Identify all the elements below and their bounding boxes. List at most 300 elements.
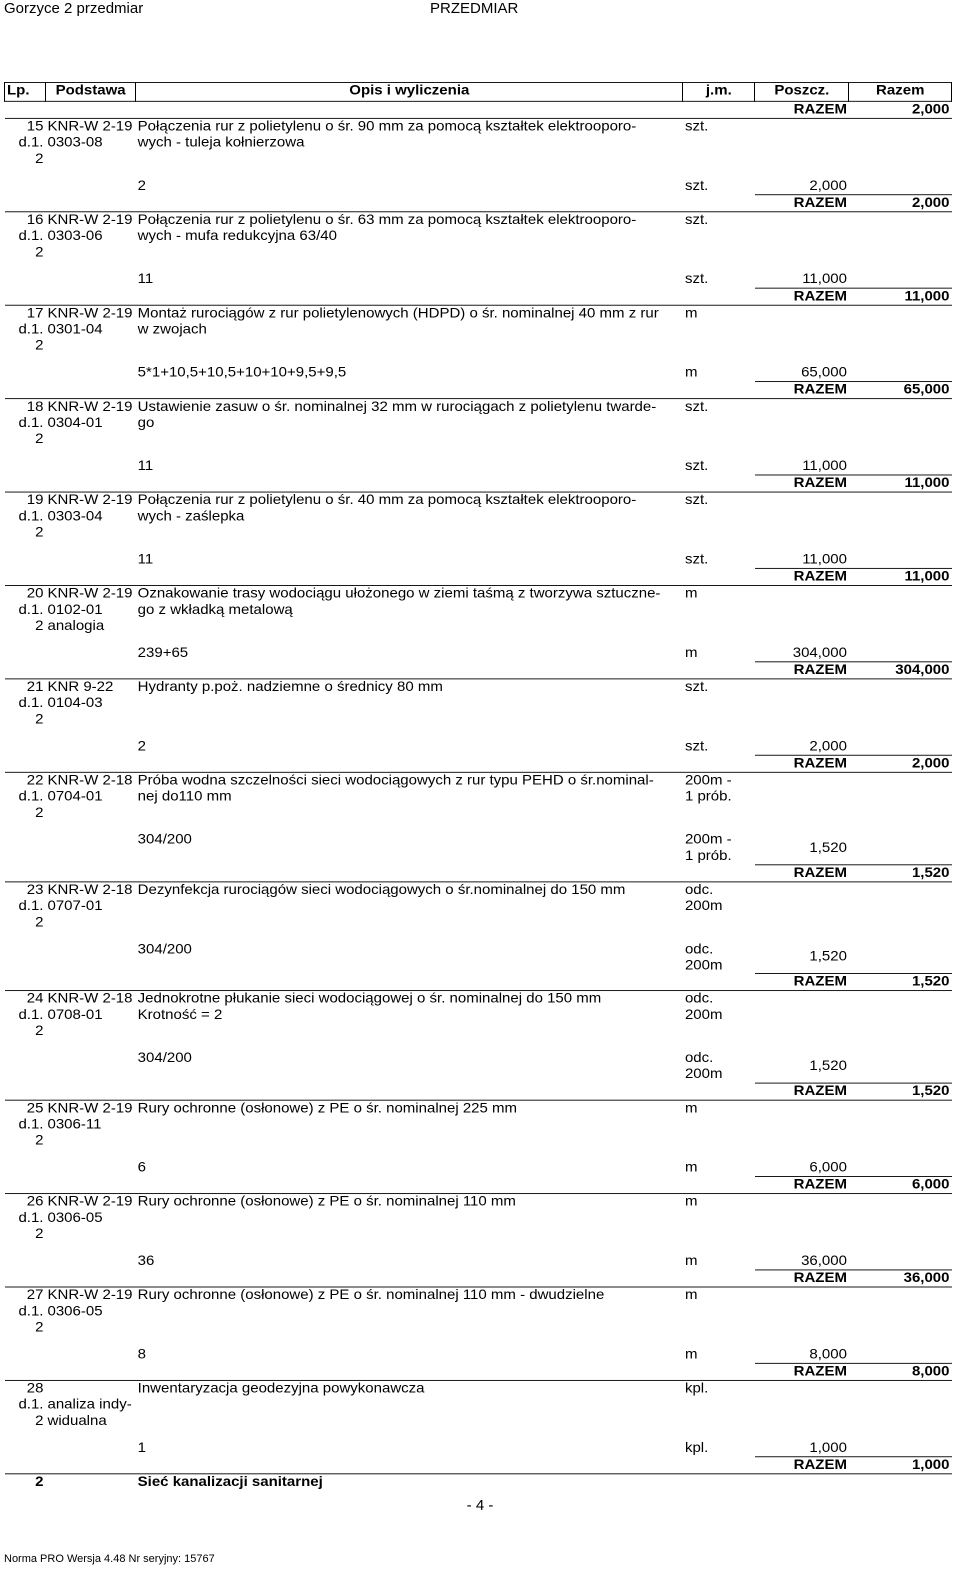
spacer-cell [755, 1429, 849, 1440]
item-lp-line: d.1. [18, 695, 44, 711]
spacer-cell [136, 167, 683, 178]
calc-poszcz: 1,520 [809, 839, 847, 856]
item-opis-line: Próba wodna szczelności sieci wodociągowych z rur typu PEHD o śr.nominal- [137, 772, 654, 789]
calc-expression: 2 [137, 738, 147, 754]
section-number: 2 [5, 1473, 46, 1490]
razem-empty [136, 864, 683, 881]
spacer-cell [849, 1149, 952, 1160]
razem-row [5, 1363, 952, 1380]
calc-row [5, 1050, 952, 1082]
calc-razem-empty [849, 1159, 952, 1176]
calc-podstawa-empty [45, 1253, 135, 1270]
spacer-cell [45, 821, 135, 832]
spacer-row [5, 1242, 952, 1253]
razem-empty [136, 1176, 683, 1193]
item-lp-line: d.1. [18, 508, 44, 524]
item-jm-line: szt. [684, 399, 709, 415]
item-jm-line: szt. [684, 492, 709, 508]
item-lp [5, 1287, 46, 1336]
calc-row [5, 832, 952, 864]
table-row [5, 399, 952, 448]
razem-empty [5, 1363, 46, 1380]
item-opis-line: Oznakowanie trasy wodociągu ułożonego w ziemi taśmą z tworzywa sztuczne- [137, 585, 661, 602]
spacer-row [5, 1429, 952, 1440]
calc-row [5, 272, 952, 289]
item-lp-line: 2 [35, 244, 44, 260]
table-row [5, 118, 952, 167]
item-opis-line: Rury ochronne (osłonowe) z PE o śr. nominalnej 110 mm - dwudzielne [137, 1286, 605, 1303]
table-row [5, 585, 952, 634]
item-podstawa-line: 0303-04 [47, 508, 103, 524]
item-opis-line: Połączenia rur z polietylenu o śr. 63 mm za pomocą kształtek elektrooporo- [137, 212, 637, 228]
item-podstawa [45, 1100, 135, 1149]
item-lp-line: d.1. [18, 602, 44, 618]
item-razem-empty [849, 1287, 952, 1336]
razem-empty [5, 755, 46, 772]
calc-podstawa-empty [45, 941, 135, 973]
item-lp-line: 2 [35, 151, 44, 167]
item-lp-line: 24 [26, 991, 44, 1007]
spacer-cell [755, 1149, 849, 1160]
razem-empty [683, 288, 755, 305]
page-header [0, 0, 960, 20]
calc-razem-empty [849, 739, 952, 756]
item-opis [136, 991, 683, 1040]
razem-empty [136, 382, 683, 399]
item-opis-line: Montaż rurociągów z rur polietylenowych (HDPD) o śr. nominalnej 40 mm z rur [137, 305, 659, 321]
item-lp-line: 2 [35, 1225, 44, 1242]
spacer-cell [683, 821, 755, 832]
item-podstawa-line: 0303-06 [47, 228, 103, 244]
item-poszcz-empty [755, 1193, 849, 1242]
calc-lp-empty [5, 1346, 46, 1363]
razem-row [5, 1456, 952, 1473]
razem-row [5, 662, 952, 679]
item-poszcz-empty [755, 1100, 849, 1149]
spacer-cell [849, 728, 952, 739]
spacer-row [5, 728, 952, 739]
razem-empty [5, 568, 46, 585]
calc-razem-empty [849, 458, 952, 475]
razem-empty [45, 382, 135, 399]
spacer-cell [683, 1336, 755, 1347]
calc-razem-empty [849, 832, 952, 864]
item-razem-empty [849, 881, 952, 930]
razem-empty [683, 568, 755, 585]
table-row [5, 1193, 952, 1242]
calc-lp-empty [5, 832, 46, 864]
razem-empty [5, 1176, 46, 1193]
item-lp-line: 26 [26, 1193, 44, 1209]
item-jm [683, 991, 755, 1040]
razem-empty [45, 288, 135, 305]
spacer-cell [683, 634, 755, 645]
calc-poszcz: 1,000 [809, 1439, 847, 1455]
item-opis-line: go [137, 415, 155, 431]
calc-expression: 11 [137, 271, 154, 287]
calc-jm-line: szt. [684, 271, 709, 287]
calc-expression: 11 [137, 458, 154, 474]
calc-expression: 304/200 [137, 1050, 192, 1066]
item-opis [136, 881, 683, 930]
calc-row [5, 178, 952, 195]
item-podstawa-line: 0104-03 [47, 695, 103, 711]
item-lp-line: 2 [35, 1132, 44, 1148]
razem-empty [45, 1456, 135, 1473]
spacer-cell [136, 354, 683, 365]
item-jm [683, 772, 755, 821]
calc-lp-empty [5, 1159, 46, 1176]
item-poszcz-empty [755, 305, 849, 354]
spacer-cell [683, 541, 755, 552]
calc-jm [683, 739, 755, 756]
calc-jm-line: 1 prób. [684, 848, 732, 864]
razem-empty [45, 1083, 135, 1100]
item-lp [5, 1380, 46, 1429]
item-lp-line: 2 [35, 524, 44, 541]
item-razem-empty [849, 399, 952, 448]
item-lp-line: 23 [26, 881, 44, 898]
item-razem-empty [849, 1100, 952, 1149]
razem-empty [5, 974, 46, 991]
spacer-cell [849, 448, 952, 459]
item-lp-line: d.1. [18, 321, 44, 338]
item-podstawa-line: 0707-01 [47, 898, 103, 914]
table-body [5, 101, 952, 1490]
razem-row [5, 288, 952, 305]
table-row [5, 1100, 952, 1149]
item-lp [5, 212, 46, 261]
spacer-row [5, 634, 952, 645]
spacer-cell [849, 634, 952, 645]
calc-expression: 1 [137, 1439, 147, 1455]
razem-empty [683, 1456, 755, 1473]
calc-jm-line: m [684, 1346, 698, 1362]
spacer-cell [136, 1242, 683, 1253]
razem-value: 65,000 [849, 382, 952, 399]
razem-empty [45, 1269, 135, 1286]
item-podstawa-line: 0704-01 [47, 788, 103, 805]
calc-razem-empty [849, 645, 952, 662]
razem-label: RAZEM [755, 1176, 849, 1193]
spacer-cell [683, 1429, 755, 1440]
razem-label: RAZEM [755, 568, 849, 585]
calc-jm-line: 200m - [684, 832, 732, 848]
item-podstawa-line: KNR-W 2-18 [47, 772, 133, 789]
item-jm [683, 1287, 755, 1336]
calc-poszcz: 2,000 [809, 178, 847, 194]
spacer-cell [849, 541, 952, 552]
razem-empty [683, 974, 755, 991]
calc-row [5, 1346, 952, 1363]
calc-jm-line: szt. [684, 458, 709, 474]
razem-empty [5, 1269, 46, 1286]
spacer-cell [5, 1149, 46, 1160]
calc-poszcz: 8,000 [809, 1346, 847, 1362]
calc-jm [683, 645, 755, 662]
calc-razem-empty [849, 941, 952, 973]
calc-jm-line: 200m [684, 1066, 723, 1082]
razem-empty [5, 1083, 46, 1100]
spacer-cell [5, 728, 46, 739]
section-empty [755, 1473, 952, 1490]
razem-empty [45, 1363, 135, 1380]
item-jm [683, 881, 755, 930]
item-jm-line: 200m [684, 1007, 723, 1023]
item-jm-line: 200m [684, 898, 723, 914]
item-podstawa [45, 1380, 135, 1429]
item-lp-line: d.1. [18, 228, 44, 244]
razem-empty [5, 288, 46, 305]
item-opis [136, 1193, 683, 1242]
calc-razem-empty [849, 1050, 952, 1082]
razem-empty [683, 755, 755, 772]
item-podstawa [45, 399, 135, 448]
calc-podstawa-empty [45, 645, 135, 662]
spacer-cell [849, 1336, 952, 1347]
item-lp [5, 118, 46, 167]
calc-jm [683, 941, 755, 973]
spacer-row [5, 821, 952, 832]
razem-label: RAZEM [755, 1269, 849, 1286]
calc-podstawa-empty [45, 1440, 135, 1457]
calc-jm [683, 365, 755, 382]
item-opis [136, 492, 683, 541]
item-opis [136, 118, 683, 167]
item-podstawa-line: KNR-W 2-19 [47, 305, 133, 321]
item-lp-line: 2 [35, 711, 44, 727]
item-jm-line: kpl. [684, 1380, 709, 1396]
spacer-cell [45, 634, 135, 645]
item-opis-line: Połączenia rur z polietylenu o śr. 40 mm za pomocą kształtek elektrooporo- [137, 492, 637, 508]
item-lp [5, 399, 46, 448]
spacer-cell [45, 1242, 135, 1253]
item-opis-line: Dezynfekcja rurociągów sieci wodociągowych o śr.nominalnej do 150 mm [137, 881, 626, 898]
item-opis [136, 399, 683, 448]
item-opis [136, 1100, 683, 1149]
spacer-cell [45, 261, 135, 272]
calc-poszcz: 11,000 [802, 271, 847, 287]
razem-label: RAZEM [755, 382, 849, 399]
item-podstawa [45, 212, 135, 261]
header-left-title: Gorzyce 2 przedmiar [4, 0, 144, 17]
item-lp-line: 20 [26, 585, 44, 602]
calc-lp-empty [5, 458, 46, 475]
item-opis [136, 772, 683, 821]
item-podstawa [45, 991, 135, 1040]
top-razem-row [5, 101, 952, 118]
spacer-cell [5, 821, 46, 832]
item-opis-line: Krotność = 2 [137, 1007, 223, 1023]
item-podstawa [45, 1193, 135, 1242]
calc-expression: 6 [137, 1159, 147, 1175]
item-lp-line: 2 [35, 338, 44, 354]
spacer-cell [683, 930, 755, 941]
razem-row [5, 974, 952, 991]
razem-empty [683, 382, 755, 399]
item-opis-line: Ustawienie zasuw o śr. nominalnej 32 mm w rurociągach z polietylenu twarde- [137, 399, 657, 415]
calc-row [5, 365, 952, 382]
item-razem-empty [849, 212, 952, 261]
spacer-cell [45, 930, 135, 941]
spacer-cell [45, 167, 135, 178]
calc-jm [683, 458, 755, 475]
item-opis-line: wych - mufa redukcyjna 63/40 [137, 228, 337, 244]
razem-value: 8,000 [849, 1363, 952, 1380]
item-opis [136, 212, 683, 261]
spacer-row [5, 448, 952, 459]
item-lp-line: 28 [26, 1380, 44, 1396]
item-podstawa [45, 118, 135, 167]
table-row [5, 305, 952, 354]
razem-label: RAZEM [755, 475, 849, 492]
spacer-cell [136, 448, 683, 459]
calc-lp-empty [5, 1253, 46, 1270]
item-opis-line: Jednokrotne płukanie sieci wodociągowej o śr. nominalnej do 150 mm [137, 991, 602, 1007]
item-lp-line: 15 [26, 118, 44, 135]
item-lp-line: d.1. [18, 415, 44, 431]
spacer-row [5, 354, 952, 365]
item-podstawa-line: analogia [47, 618, 105, 634]
item-jm [683, 212, 755, 261]
spacer-cell [849, 1429, 952, 1440]
spacer-cell [5, 1242, 46, 1253]
calc-jm-line: kpl. [684, 1439, 709, 1455]
spacer-row [5, 1149, 952, 1160]
item-lp-line: 19 [26, 492, 44, 508]
razem-label: RAZEM [755, 662, 849, 679]
razem-empty [683, 1269, 755, 1286]
calc-poszcz: 11,000 [802, 551, 847, 568]
item-lp [5, 492, 46, 541]
razem-label: RAZEM [755, 288, 849, 305]
spacer-row [5, 167, 952, 178]
item-podstawa [45, 881, 135, 930]
table-row [5, 492, 952, 541]
razem-empty [45, 662, 135, 679]
item-jm-line: odc. [684, 881, 714, 898]
razem-empty [683, 864, 755, 881]
razem-row [5, 1083, 952, 1100]
calc-lp-empty [5, 365, 46, 382]
item-jm-line: m [684, 1100, 698, 1116]
item-podstawa-line: 0303-08 [47, 134, 103, 151]
calc-jm-line: szt. [684, 551, 709, 568]
calc-jm [683, 1440, 755, 1457]
razem-row [5, 864, 952, 881]
table-row [5, 212, 952, 261]
item-poszcz-empty [755, 1287, 849, 1336]
item-lp-line: 27 [26, 1286, 44, 1303]
spacer-cell [5, 261, 46, 272]
razem-label: RAZEM [793, 101, 847, 118]
item-podstawa [45, 305, 135, 354]
razem-label: RAZEM [755, 1083, 849, 1100]
calc-row [5, 645, 952, 662]
table-row [5, 991, 952, 1040]
razem-label: RAZEM [755, 1363, 849, 1380]
item-podstawa-line: KNR-W 2-19 [47, 1193, 133, 1209]
calc-razem-empty [849, 1440, 952, 1457]
item-lp-line: d.1. [18, 1007, 44, 1023]
col-header-opis: Opis i wyliczenia [136, 82, 683, 101]
item-jm-line: szt. [684, 212, 709, 228]
spacer-cell [755, 541, 849, 552]
spacer-cell [849, 354, 952, 365]
spacer-cell [849, 167, 952, 178]
calc-razem-empty [849, 272, 952, 289]
razem-empty [683, 1083, 755, 1100]
spacer-cell [683, 1149, 755, 1160]
calc-poszcz: 1,520 [809, 949, 847, 965]
item-jm [683, 1380, 755, 1429]
calc-podstawa-empty [45, 552, 135, 569]
spacer-cell [136, 1429, 683, 1440]
item-razem-empty [849, 585, 952, 634]
calc-jm-line: szt. [684, 738, 709, 754]
razem-empty [683, 1363, 755, 1380]
razem-value: 2,000 [849, 755, 952, 772]
calc-expression: 11 [137, 551, 154, 568]
item-podstawa-line: 0306-05 [47, 1209, 103, 1226]
spacer-cell [5, 1040, 46, 1051]
col-header-jm: j.m. [683, 82, 755, 101]
item-opis [136, 305, 683, 354]
razem-empty [45, 864, 135, 881]
item-lp [5, 305, 46, 354]
table-row [5, 1287, 952, 1336]
item-razem-empty [849, 118, 952, 167]
calc-row [5, 1440, 952, 1457]
razem-value: 11,000 [849, 288, 952, 305]
spacer-cell [849, 1040, 952, 1051]
calc-podstawa-empty [45, 458, 135, 475]
calc-expression: 36 [137, 1252, 155, 1269]
razem-empty [683, 662, 755, 679]
spacer-cell [755, 261, 849, 272]
calc-poszcz: 36,000 [801, 1252, 847, 1269]
table-row [5, 1380, 952, 1429]
item-poszcz-empty [755, 1380, 849, 1429]
item-lp-line: 2 [35, 1412, 44, 1429]
razem-empty [136, 755, 683, 772]
item-lp [5, 1100, 46, 1149]
item-podstawa-line: KNR-W 2-19 [47, 1286, 133, 1303]
spacer-cell [849, 1242, 952, 1253]
razem-value: 6,000 [849, 1176, 952, 1193]
przedmiar-table [4, 82, 952, 1490]
table-header-row [5, 82, 952, 101]
calc-lp-empty [5, 739, 46, 756]
razem-value: 1,520 [849, 864, 952, 881]
calc-poszcz: 6,000 [809, 1159, 847, 1175]
calc-razem-empty [849, 552, 952, 569]
table-row [5, 772, 952, 821]
spacer-cell [45, 354, 135, 365]
item-podstawa-line: 0304-01 [47, 415, 103, 431]
item-lp-line: 2 [35, 1023, 44, 1039]
item-podstawa [45, 679, 135, 728]
calc-row [5, 1159, 952, 1176]
spacer-cell [136, 821, 683, 832]
item-razem-empty [849, 991, 952, 1040]
spacer-cell [5, 354, 46, 365]
item-podstawa-line: KNR 9-22 [47, 679, 114, 695]
item-razem-empty [849, 1193, 952, 1242]
spacer-cell [136, 1336, 683, 1347]
spacer-cell [5, 1429, 46, 1440]
razem-value: 36,000 [849, 1269, 952, 1286]
